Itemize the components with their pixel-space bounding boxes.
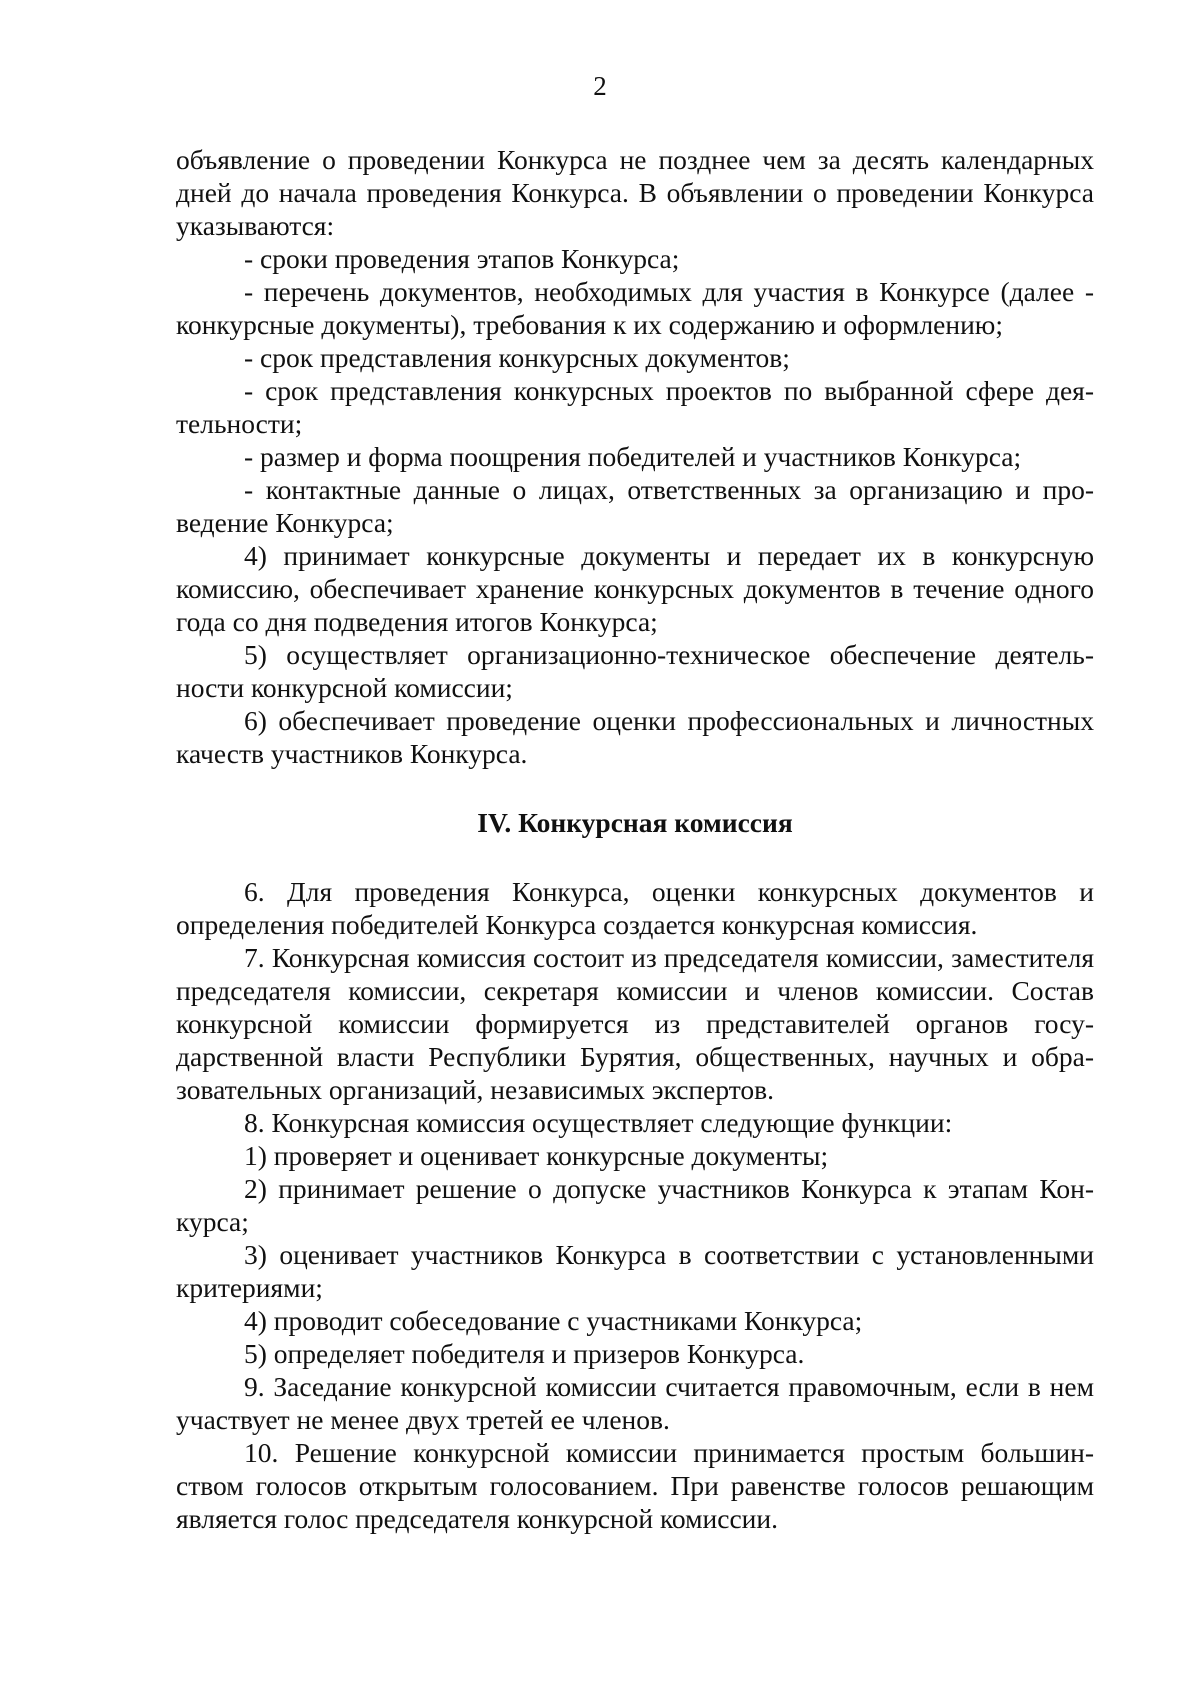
list-item: - срок представления конкурсных проектов по выбранной сфере деятельности; — [176, 375, 1094, 439]
list-item: 1) проверяет и оценивает конкурсные документы; — [244, 1140, 829, 1171]
paragraph: 5) осуществляет организационно-техническое обеспечение деятельности конкурсной комиссии; — [176, 639, 1094, 703]
list-item: - перечень документов, необходимых для участия в Конкурсе (далее - конкурсные документы), требования к их содержанию и оформлению; — [176, 276, 1094, 340]
list-item: 3) оценивает участников Конкурса в соответствии с установленными критериями; — [176, 1239, 1094, 1303]
paragraphs-after — [176, 875, 1094, 1535]
list-item: 4) проводит собеседование с участниками Конкурса; — [244, 1305, 863, 1336]
list-item: 2) принимает решение о допуске участников Конкурса к этапам Конкурса; — [176, 1173, 1094, 1237]
list-item: - срок представления конкурсных документов; — [244, 342, 790, 373]
paragraph: 6) обеспечивает проведение оценки профессиональных и личностных качеств участников Конкурса. — [176, 705, 1094, 769]
page-number: 2 — [593, 71, 607, 101]
paragraph: 10. Решение конкурсной комиссии принимается простым большинством голосов открытым голосованием. При равенстве голосов решающим является голос председателя конкурсной комиссии. — [176, 1437, 1094, 1534]
list-item: - сроки проведения этапов Конкурса; — [244, 243, 680, 274]
section-heading: IV. Конкурсная комиссия — [477, 807, 793, 838]
paragraph: объявление о проведении Конкурса не позднее чем за десять календарных дней до начала проведения Конкурса. В объявлении о проведении Конкурса указываются: — [176, 144, 1094, 241]
paragraph: 6. Для проведения Конкурса, оценки конкурсных документов и определения победителей Конкурса создается конкурсная комиссия. — [176, 876, 1094, 940]
paragraph: 7. Конкурсная комиссия состоит из председателя комиссии, заместителя председателя комиссии, секретаря комиссии и членов комиссии. Состав конкурсной комиссии формируется из представителей органов государственной власти Республики Бурятия, общественных, научных и образовательных организаций, независимых экспертов. — [176, 942, 1094, 1105]
paragraph: 9. Заседание конкурсной комиссии считается правомочным, если в нем участвует не менее двух третей ее членов. — [176, 1371, 1094, 1435]
paragraph: 8. Конкурсная комиссия осуществляет следующие функции: — [244, 1107, 953, 1138]
list-item: 5) определяет победителя и призеров Конкурса. — [244, 1338, 805, 1369]
paragraphs-before — [176, 143, 1094, 770]
list-item: - контактные данные о лицах, ответственных за организацию и проведение Конкурса; — [176, 474, 1094, 538]
document-body — [176, 143, 1094, 1535]
paragraph: 4) принимает конкурсные документы и передает их в конкурсную комиссию, обеспечивает хранение конкурсных документов в течение одного года со дня подведения итогов Конкурса; — [176, 540, 1094, 637]
list-item: - размер и форма поощрения победителей и участников Конкурса; — [244, 441, 1022, 472]
